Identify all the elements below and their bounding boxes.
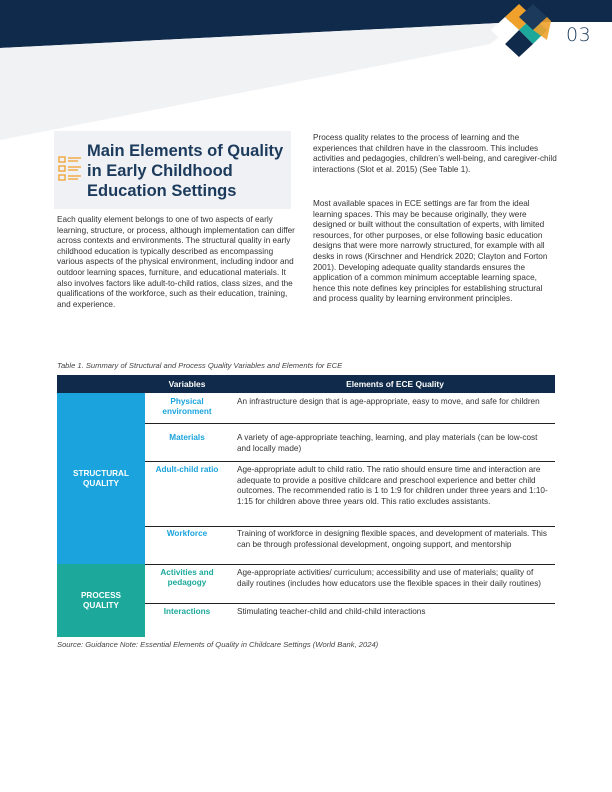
group-label: PROCESS QUALITY (80, 590, 122, 610)
group-label: STRUCTURAL QUALITY (73, 468, 129, 488)
page-number: 03 (566, 24, 592, 46)
list-icon (58, 156, 82, 182)
group-structural-quality (57, 393, 145, 564)
section-title (87, 141, 297, 201)
element-cell: Age-appropriate activities/ curriculum; accessibility and use of materials; quality of daily routines (includes how educators use the flexible spaces in their daily routines) (237, 568, 542, 588)
table-caption: Table 1. Summary of Structural and Process Quality Variables and Elements for ECE (57, 361, 343, 370)
table-row (145, 463, 555, 527)
variable-cell: Adult-child ratio (155, 465, 219, 474)
right-paragraph-2: Most available spaces in ECE settings are far from the ideal learning spaces. This may be because originally, they were designed or built without the consultation of experts, with limited resources, for other purposes, or else following basic education designs that were more narrowly structured, for example with all desks in rows (Kirschner and Hendrick 2020; Clayton and Forton 2001). Developing adequate quality standards ensures the application of a common minimum acceptable learning space, hence this note defines key principles for establishing structural and process quality by learning environment principles. (313, 199, 548, 304)
element-cell: Stimulating teacher-child and child-child interactions (237, 607, 426, 616)
title-line-1: Main Elements of Quality (87, 142, 284, 160)
variable-cell: Activities and pedagogy (160, 568, 214, 587)
header-variables: Variables (168, 379, 206, 389)
table-row (145, 566, 555, 604)
table-source: Source: Guidance Note: Essential Elements of Quality in Childcare Settings (World Bank, 2024) (57, 640, 379, 649)
table-row (145, 393, 555, 424)
table-row (145, 431, 555, 462)
variable-cell: Workforce (166, 529, 208, 538)
element-cell: Age-appropriate adult to child ratio. The ratio should ensure time and interaction are adequate to provide a positive childcare and preschool experience and better child outcomes. The recommended ratio is 1 to 1:9 for children under three years and 1:10-1:15 for children above three years old. This ratio excludes assistants. (237, 465, 548, 506)
left-paragraph: Each quality element belongs to one of two aspects of early learning, structure, or process, although implementation can differ across contexts and environments. The structural quality in early childhood education is typically described as encompassing various aspects of the physical environment, including indoor and outdoor learning spaces, furniture, and educational materials. It also involves factors like adult-to-child ratios, class sizes, and the qualifications of the workforce, such as their education, training, and experience. (57, 215, 295, 309)
table-row (145, 527, 555, 565)
element-cell: Training of workforce in designing flexible spaces, and development of materials. This can be through professional development, ongoing support, and mentorship (237, 529, 547, 549)
variable-cell: Interactions (163, 607, 211, 616)
table-row (145, 605, 555, 625)
header-elements: Elements of ECE Quality (346, 379, 444, 389)
variable-cell: Materials (169, 433, 205, 442)
title-line-3: Education Settings (87, 182, 237, 200)
table-header (57, 375, 555, 393)
title-line-2: in Early Childhood (87, 162, 233, 180)
variable-cell: Physical environment (162, 397, 212, 416)
group-process-quality (57, 564, 145, 637)
element-cell: An infrastructure design that is age-appropriate, easy to move, and safe for children (237, 397, 540, 406)
right-paragraph-1: Process quality relates to the process of learning and the experiences that children have in the classroom. This includes activities and pedagogies, children’s well-being, and caregiver-child interactions (Slot et al. 2015) (See Table 1). (313, 133, 557, 174)
element-cell: A variety of age-appropriate teaching, learning, and play materials (can be low-cost and locally made) (237, 433, 538, 453)
header-banner (0, 0, 612, 140)
